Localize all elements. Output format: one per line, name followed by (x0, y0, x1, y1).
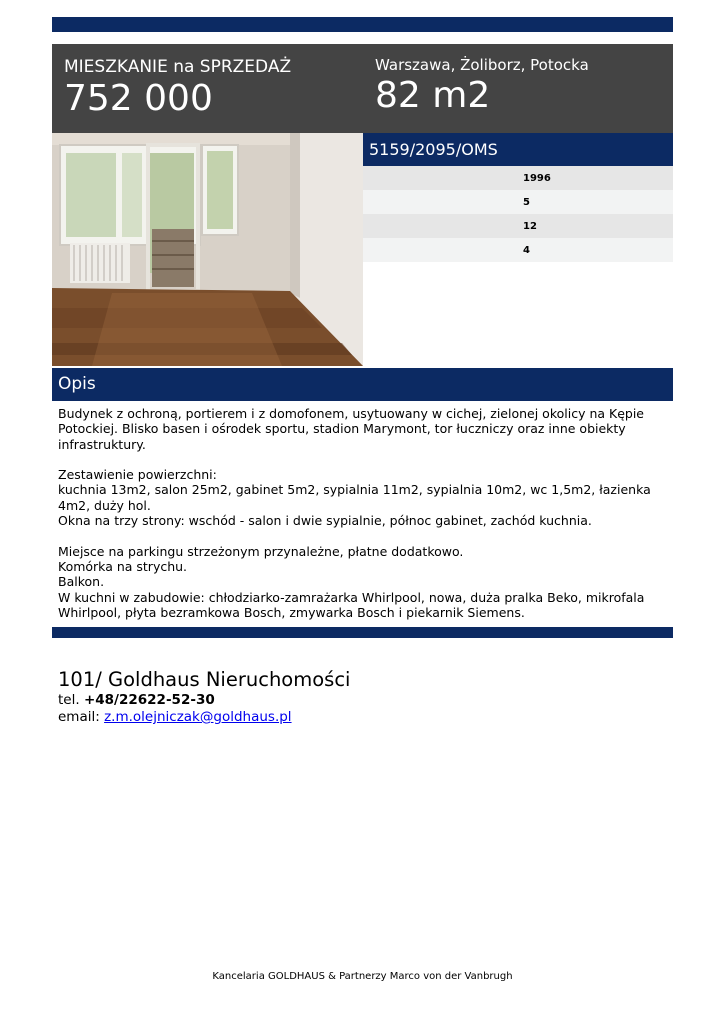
listing-header (52, 44, 673, 133)
description-line: kuchnia 13m2, salon 25m2, gabinet 5m2, sypialnia 11m2, sypialnia 10m2, wc 1,5m2, łazienka 4m2, duży hol. (58, 482, 651, 513)
description-line: Zestawienie powierzchni: (58, 467, 217, 483)
listing-location: Warszawa, Żoliborz, Potocka (375, 56, 589, 74)
description-line: Okna na trzy strony: wschód - salon i dwie sypialnie, północ gabinet, zachód kuchnia. (58, 513, 592, 529)
listing-area: 82 m2 (375, 75, 491, 116)
email-line (58, 709, 292, 725)
param-row (363, 190, 673, 214)
bottom-accent-bar (52, 627, 673, 638)
listing-type: MIESZKANIE na SPRZEDAŻ (64, 57, 292, 77)
listing-params (363, 166, 673, 262)
description-paragraph: Budynek z ochroną, portierem i z domofonem, usytuowany w cichej, zielonej okolicy na Kępie Potockiej. Blisko basen i ośrodek sportu, stadion Marymont, tor łuczniczy oraz inne obiekty infrastruktury. (58, 406, 644, 452)
description-heading-bar (52, 368, 673, 401)
param-value: 4 (523, 245, 530, 256)
reference-number-bar (363, 133, 673, 166)
param-row (363, 214, 673, 238)
phone-label: tel. (58, 692, 80, 708)
top-accent-bar (52, 17, 673, 32)
param-row (363, 166, 673, 190)
param-value: 12 (523, 221, 537, 232)
param-value: 5 (523, 197, 530, 208)
email-link[interactable]: z.m.olejniczak@goldhaus.pl (104, 709, 292, 725)
description-line: Miejsce na parkingu strzeżonym przynależne, płatne dodatkowo. (58, 543, 464, 559)
listing-price: 752 000 (64, 78, 213, 119)
footer-text: Kancelaria GOLDHAUS & Partnerzy Marco von der Vanbrugh (212, 971, 513, 982)
description-heading: Opis (58, 374, 96, 394)
email-label: email: (58, 709, 100, 725)
phone-line (58, 692, 215, 708)
param-row (363, 238, 673, 262)
reference-number: 5159/2095/OMS (369, 140, 498, 159)
description-line: Komórka na strychu. (58, 558, 188, 574)
agent-name: 101/ Goldhaus Nieruchomości (58, 668, 351, 691)
description-line: Balkon. (58, 574, 105, 590)
param-value: 1996 (523, 173, 551, 184)
apartment-photo (52, 133, 363, 366)
description-line: W kuchni w zabudowie: chłodziarko-zamrażarka Whirlpool, nowa, duża pralka Beko, mikrofala Whirlpool, płyta bezramkowa Bosch, zmywarka Bosch i piekarnik Siemens. (58, 589, 645, 620)
phone-number: +48/22622-52-30 (83, 692, 215, 708)
description-body (58, 406, 668, 620)
